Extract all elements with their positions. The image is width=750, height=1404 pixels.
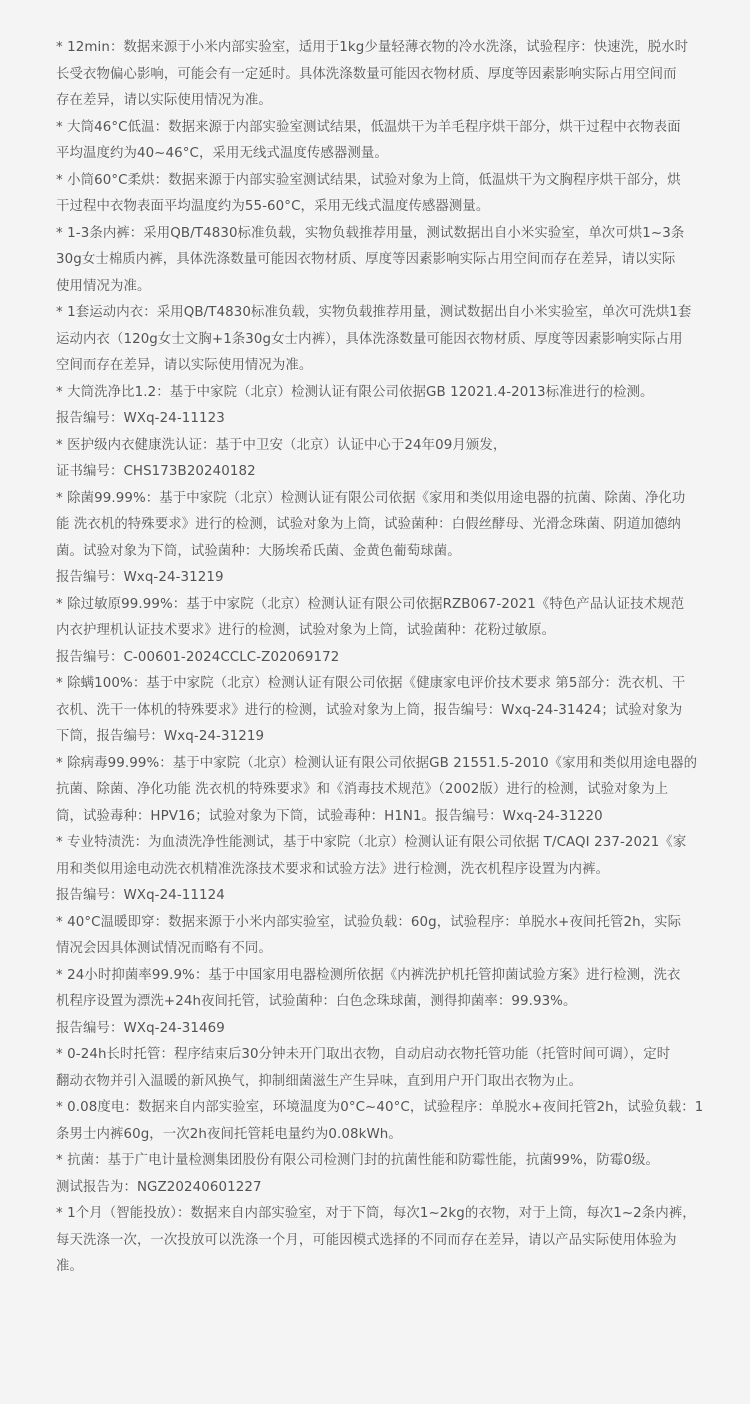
text-line: 机程序设置为漂洗+24h夜间托管，试验菌种：白色念珠球菌，测得抑菌率：99.93%。 xyxy=(56,994,577,1009)
text-line: * 大筒洗净比1.2：基于中家院（北京）检测认证有限公司依据GB 12021.4-2013标准进行的检测。 xyxy=(56,384,654,400)
text-line: 能 洗衣机的特殊要求》进行的检测，试验对象为上筒，试验菌种：白假丝酵母、光滑念珠菌、阴道加德纳 xyxy=(56,517,681,532)
text-line: 条男士内裤60g，一次2h夜间托管耗电量约为0.08kWh。 xyxy=(56,1126,402,1142)
text-line: * 除螨100%：基于中家院（北京）检测认证有限公司依据《健康家电评价技术要求 第5部分：洗衣机、干 xyxy=(56,676,686,691)
text-line: 报告编号：WXq-24-11124 xyxy=(56,888,225,903)
text-line: * 抗菌：基于广电计量检测集团股份有限公司检测门封的抗菌性能和防霉性能，抗菌99%，防霉0级。 xyxy=(56,1153,659,1168)
text-line: 用和类似用途电动洗衣机精准洗涤技术要求和试验方法》进行检测，洗衣机程序设置为内裤。 xyxy=(56,861,610,877)
text-line: 菌。试验对象为下筒，试验菌种：大肠埃希氏菌、金黄色葡萄球菌。 xyxy=(56,543,461,559)
text-line: * 除菌99.99%：基于中家院（北京）检测认证有限公司依据《家用和类似用途电器的抗菌、除菌、净化功 xyxy=(56,490,686,506)
text-line: 平均温度约为40~46°C，采用无线式温度传感器测量。 xyxy=(56,146,388,161)
text-line: 翻动衣物并引入温暖的新风换气，抑制细菌滋生产生异味，直到用户开门取出衣物为止。 xyxy=(56,1073,583,1089)
text-line: * 1套运动内衣：采用QB/T4830标准负载，实物负载推荐用量，测试数据出自小米实验室，单次可洗烘1套 xyxy=(56,305,692,320)
text-line: 下筒，报告编号：Wxq-24-31219 xyxy=(56,729,265,744)
text-line: * 除过敏原99.99%：基于中家院（北京）检测认证有限公司依据RZB067-2021《特色产品认证技术规范 xyxy=(56,596,685,612)
text-line: 测试报告为：NGZ20240601227 xyxy=(56,1179,262,1195)
text-line: * 医护级内衣健康洗认证：基于中卫安（北京）认证中心于24年09月颁发， xyxy=(56,437,507,453)
text-line: * 1-3条内裤：采用QB/T4830标准负载，实物负载推荐用量，测试数据出自小米实验室，单次可烘1~3条 xyxy=(56,225,685,241)
text-line: 准。 xyxy=(56,1259,83,1274)
text-line: 证书编号：CHS173B20240182 xyxy=(56,464,256,479)
text-line: * 专业特渍洗：为血渍洗净性能测试，基于中家院（北京）检测认证有限公司依据 T/CAQI 237-2021《家 xyxy=(56,835,687,850)
text-line: * 24小时抑菌率99.9%：基于中国家用电器检测所依据《内裤洗护机托管抑菌试验方案》进行检测，洗衣 xyxy=(56,967,681,983)
text-line: 报告编号：C-00601-2024CCLC-Z02069172 xyxy=(56,649,340,665)
text-line: 空间而存在差异，请以实际使用情况为准。 xyxy=(56,358,313,373)
text-line: * 1个月（智能投放）：数据来自内部实验室，对于下筒，每次1~2kg的衣物，对于上筒，每次1~2条内裤， xyxy=(56,1206,696,1221)
text-line: * 大筒46°C低温：数据来源于内部实验室测试结果，低温烘干为羊毛程序烘干部分，烘干过程中衣物表面 xyxy=(56,119,681,135)
text-line: 抗菌、除菌、净化功能 洗衣机的特殊要求》和《消毒技术规范》（2002版）进行的检测，试验对象为上 xyxy=(56,782,669,797)
text-line: * 0.08度电：数据来自内部实验室，环境温度为0°C~40°C，试验程序：单脱水+夜间托管2h，试验负载：1 xyxy=(56,1100,704,1115)
text-line: 筒，试验毒种：HPV16；试验对象为下筒，试验毒种：H1N1。报告编号：Wxq-24-31220 xyxy=(56,808,603,824)
text-line: 衣机、洗干一体机的特殊要求》进行的检测，试验对象为上筒，报告编号：Wxq-24-31424；试验对象为 xyxy=(56,702,683,718)
text-line: 使用情况为准。 xyxy=(56,278,151,294)
text-line: 30g女士棉质内裤，具体洗涤数量可能因衣物材质、厚度等因素影响实际占用空间而存在差异，请以实际 xyxy=(56,252,676,267)
text-line: * 12min：数据来源于小米内部实验室，适用于1kg少量轻薄衣物的冷水洗涤，试验程序：快速洗，脱水时 xyxy=(56,40,689,55)
text-line: * 除病毒99.99%：基于中家院（北京）检测认证有限公司依据GB 21551.5-2010《家用和类似用途电器的 xyxy=(56,755,698,771)
text-line: 干过程中衣物表面平均温度约为55-60°C，采用无线式温度传感器测量。 xyxy=(56,199,490,214)
text-line: 每天洗涤一次，一次投放可以洗涤一个月，可能因模式选择的不同而存在差异，请以产品实际使用体验为 xyxy=(56,1232,677,1248)
text-line: 内衣护理机认证技术要求》进行的检测，试验对象为上筒，试验菌种：花粉过敏原。 xyxy=(56,623,556,638)
text-line: * 小筒60°C柔烘：数据来源于内部实验室测试结果，试验对象为上筒，低温烘干为文胸程序烘干部分，烘 xyxy=(56,172,681,188)
text-line: * 40°C温暖即穿：数据来源于小米内部实验室，试验负载：60g，试验程序：单脱水+夜间托管2h，实际 xyxy=(56,914,682,930)
text-line: 报告编号：Wxq-24-31219 xyxy=(56,570,224,585)
text-line: 情况会因具体测试情况而略有不同。 xyxy=(56,941,272,956)
text-line: 报告编号：WXq-24-11123 xyxy=(56,411,225,426)
text-line: 运动内衣（120g女士文胸+1条30g女士内裤），具体洗涤数量可能因衣物材质、厚度等因素影响实际占用 xyxy=(56,331,683,347)
text-line: 报告编号：WXq-24-31469 xyxy=(56,1020,225,1036)
text-line: 长受衣物偏心影响，可能会有一定延时。具体洗涤数量可能因衣物材质、厚度等因素影响实际占用空间而 xyxy=(56,66,677,82)
text-line: * 0-24h长时托管：程序结束后30分钟未开门取出衣物，自动启动衣物托管功能（托管时间可调），定时 xyxy=(56,1047,671,1062)
text-line: 存在差异，请以实际使用情况为准。 xyxy=(56,93,272,108)
